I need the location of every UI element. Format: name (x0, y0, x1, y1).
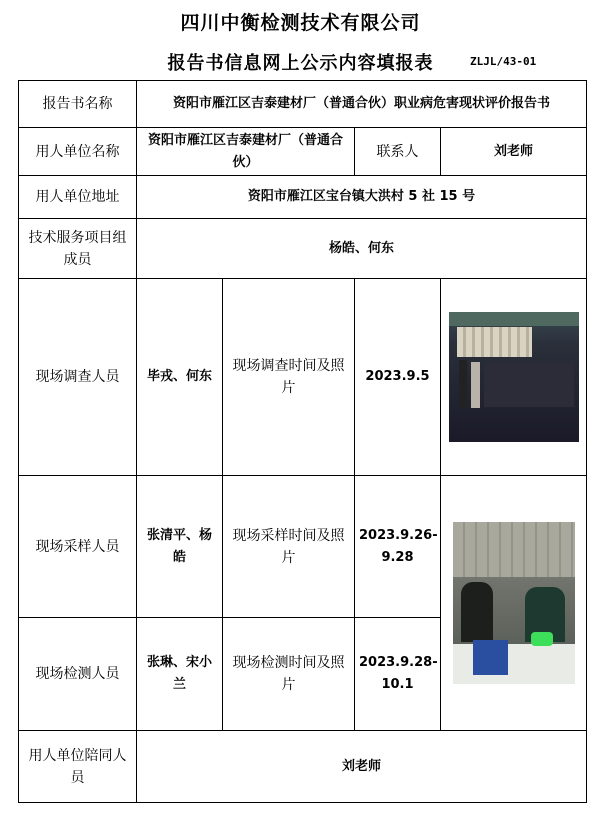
survey-time: 2023.9.5 (355, 279, 441, 476)
row-employer (19, 128, 587, 176)
survey-photo (449, 312, 579, 442)
sampling-time-label: 现场采样时间及照片 (223, 476, 355, 618)
testing-time-label: 现场检测时间及照片 (223, 618, 355, 731)
address-label: 用人单位地址 (19, 176, 137, 219)
address-value: 资阳市雁江区宝台镇大洪村 5 社 15 号 (137, 176, 587, 219)
row-survey (19, 279, 587, 476)
report-name-value: 资阳市雁江区吉泰建材厂（普通合伙）职业病危害现状评价报告书 (137, 81, 587, 128)
sampling-label: 现场采样人员 (19, 476, 137, 618)
row-team (19, 219, 587, 279)
row-address (19, 176, 587, 219)
row-sampling (19, 476, 587, 618)
escort-label: 用人单位陪同人员 (19, 731, 137, 803)
row-report-name (19, 81, 587, 128)
employer-label: 用人单位名称 (19, 128, 137, 176)
team-label: 技术服务项目组成员 (19, 219, 137, 279)
survey-label: 现场调查人员 (19, 279, 137, 476)
contact-value: 刘老师 (441, 128, 587, 176)
sampling-time: 2023.9.26-9.28 (355, 476, 441, 618)
testing-label: 现场检测人员 (19, 618, 137, 731)
company-name: 四川中衡检测技术有限公司 (180, 12, 421, 34)
sampling-people: 张清平、杨皓 (137, 476, 223, 618)
survey-people: 毕戎、何东 (137, 279, 223, 476)
survey-photo-cell (441, 279, 587, 476)
contact-label: 联系人 (355, 128, 441, 176)
employer-value: 资阳市雁江区吉泰建材厂（普通合伙） (137, 128, 355, 176)
testing-people: 张琳、宋小兰 (137, 618, 223, 731)
survey-time-label: 现场调查时间及照片 (223, 279, 355, 476)
sampling-testing-photo-cell (441, 476, 587, 731)
escort-value: 刘老师 (137, 731, 587, 803)
row-escort (19, 731, 587, 803)
testing-time: 2023.9.28-10.1 (355, 618, 441, 731)
disclosure-table (18, 80, 587, 803)
sampling-photo (453, 522, 575, 684)
team-value: 杨皓、何东 (137, 219, 587, 279)
form-title: 报告书信息网上公示内容填报表 (167, 53, 434, 74)
report-name-label: 报告书名称 (19, 81, 137, 128)
form-code: ZLJL/43-01 (470, 55, 537, 68)
